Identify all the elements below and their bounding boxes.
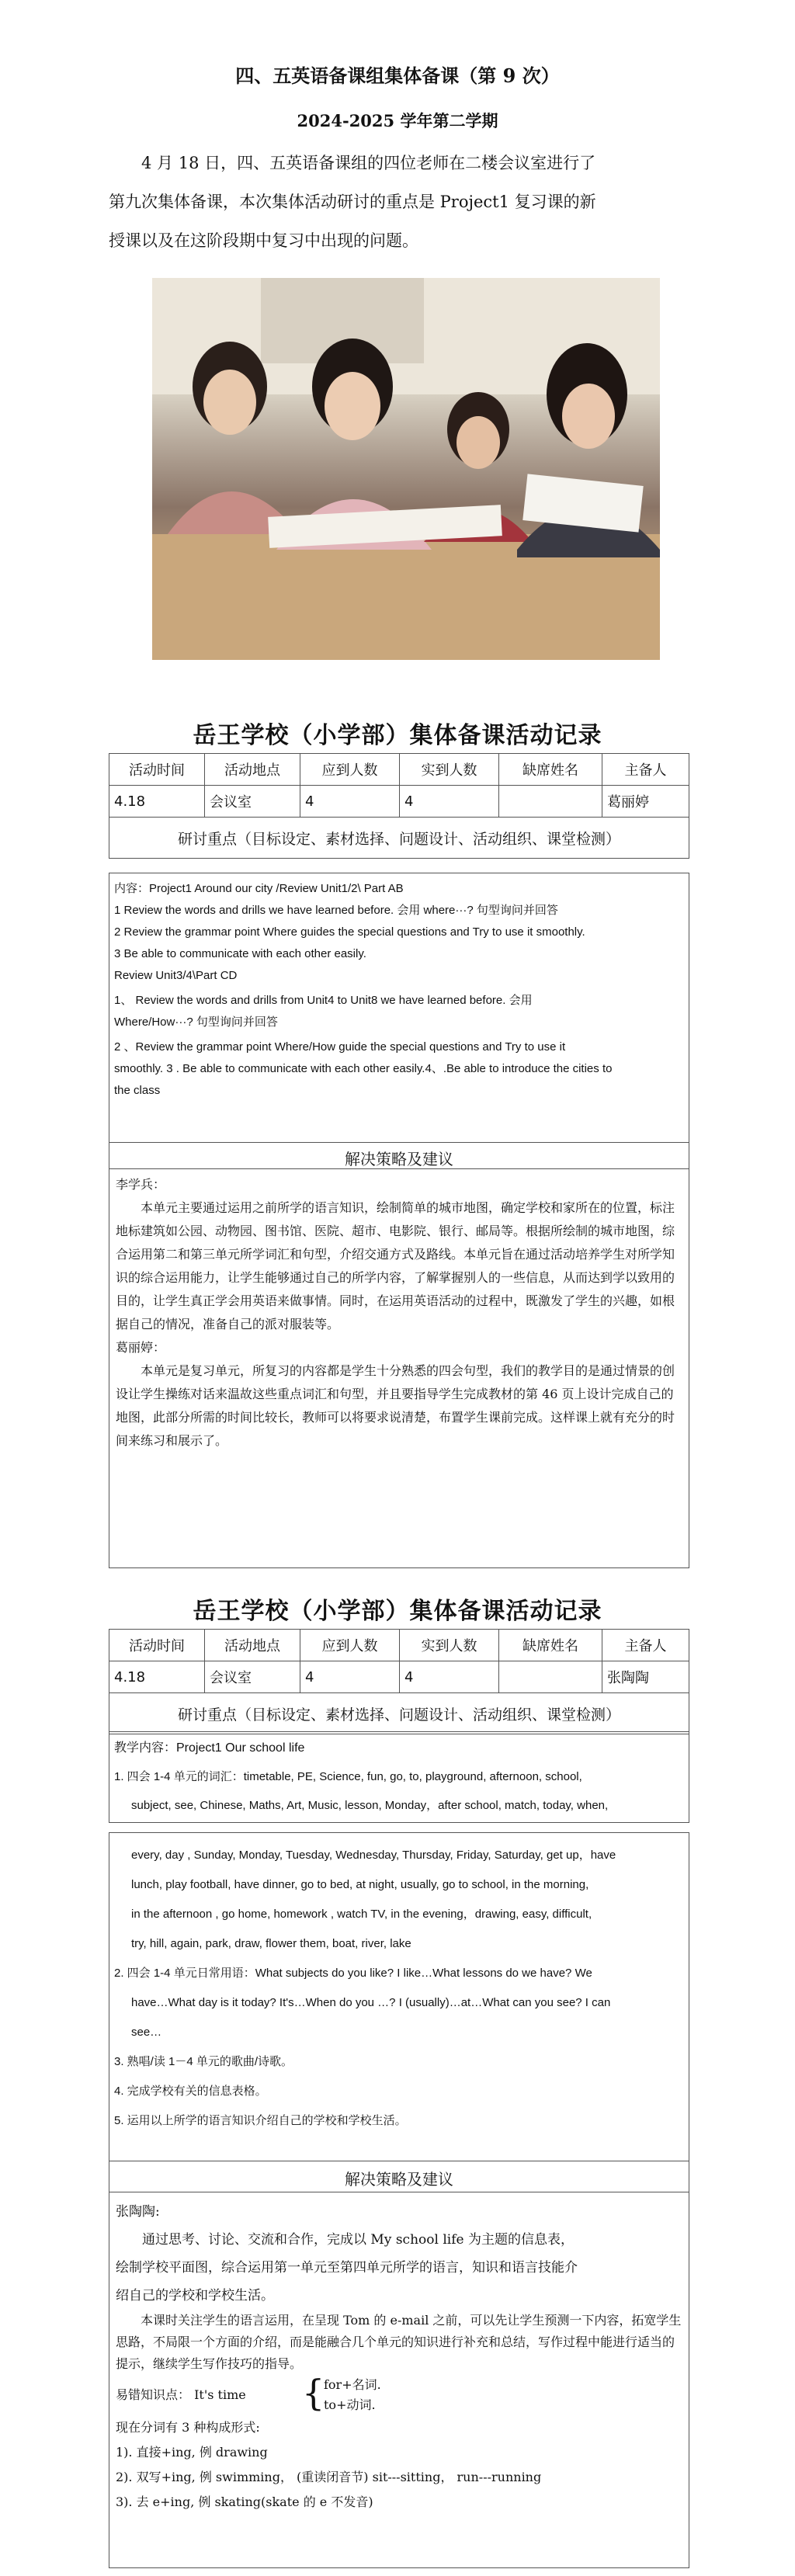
cell-absent xyxy=(499,786,602,818)
ing-title: 现在分词有 3 种构成形式: xyxy=(116,2420,260,2435)
content-line: 3 Be able to communicate with each other easily. xyxy=(114,947,366,960)
record-1-title: 岳王学校（小学部）集体备课活动记录 xyxy=(193,722,602,749)
header-actual: 实到人数 xyxy=(400,1630,499,1661)
record-2-suggestions xyxy=(116,2198,682,2515)
vocab-line: lunch, play football, have dinner, go to bed, at night, usually, go to school, in the morning, xyxy=(131,1878,589,1891)
ing-rule: 3). 去 e+ing, 例 skating(skate 的 e 不发音) xyxy=(116,2494,373,2509)
item-3: 3. 熟唱/读 1－4 单元的歌曲/诗歌。 xyxy=(114,2055,293,2068)
intro-line-3: 授课以及在这阶段期中复习中出现的问题。 xyxy=(109,231,418,250)
mistake-label: 易错知识点： It's time xyxy=(116,2387,246,2402)
intro-line-2: 第九次集体备课，本次集体活动研讨的重点是 Project1 复习课的新 xyxy=(109,193,596,211)
phrase-line: 2. 四会 1-4 单元日常用语：What subjects do you like? I like…What lessons do we have? We xyxy=(114,1967,592,1980)
focus-row: 研讨重点（目标设定、素材选择、问题设计、活动组织、课堂检测） xyxy=(109,1693,689,1734)
header-place: 活动地点 xyxy=(205,754,300,786)
content-line: the class xyxy=(114,1084,161,1097)
header-time: 活动时间 xyxy=(109,754,205,786)
item-5: 5. 运用以上所学的语言知识介绍自己的学校和学校生活。 xyxy=(114,2114,407,2127)
record-1-body xyxy=(109,873,689,1568)
content-line: Review Unit3/4\Part CD xyxy=(114,969,238,982)
mistake-option: to+动词. xyxy=(324,2397,376,2412)
cell-actual: 4 xyxy=(400,786,499,818)
solution-label: 解决策略及建议 xyxy=(345,2170,453,2189)
cell-lead: 葛丽婷 xyxy=(602,786,689,818)
header-expected: 应到人数 xyxy=(300,754,400,786)
teacher-name: 李学兵： xyxy=(116,1177,166,1192)
cell-actual: 4 xyxy=(400,1661,499,1693)
header-absent: 缺席姓名 xyxy=(499,1630,602,1661)
cell-place: 会议室 xyxy=(205,1661,300,1693)
teacher-name: 张陶陶: xyxy=(116,2204,160,2220)
vocab-line: try, hill, again, park, draw, flower them, boat, river, lake xyxy=(131,1937,411,1950)
teacher-comment: 本单元是复习单元，所复习的内容都是学生十分熟悉的四会句型，我们的教学目的是通过情景的创设让学生操练对话来温故这些重点词汇和句型，并且要指导学生完成教材的第 46 页上设计完成自己的地图，此部分所需的时间比较长，教师可以将要求说清楚，布置学生课前完成。这样课上就有充分的时间来练习和展示了。 xyxy=(116,1363,675,1448)
record-2-table xyxy=(109,1629,689,1734)
brace-icon: { xyxy=(302,2372,325,2414)
vocab-line: in the afternoon , go home, homework , watch TV, in the evening，drawing, easy, difficult, xyxy=(131,1908,592,1921)
content-line: 2 、Review the grammar point Where/How guide the special questions and Try to use it xyxy=(114,1040,566,1054)
vocab-line: 1. 四会 1-4 单元的词汇：timetable, PE, Science, fun, go, to, playground, afternoon, school, xyxy=(114,1770,582,1783)
header-lead: 主备人 xyxy=(602,1630,689,1661)
record-2-title: 岳王学校（小学部）集体备课活动记录 xyxy=(193,1598,602,1625)
header-absent: 缺席姓名 xyxy=(499,754,602,786)
vocab-line: subject, see, Chinese, Maths, Art, Music, lesson, Monday，after school, match, today, when, xyxy=(131,1799,609,1812)
content-line: 1、 Review the words and drills from Unit4 to Unit8 we have learned before. 会用 xyxy=(114,994,533,1007)
focus-row: 研讨重点（目标设定、素材选择、问题设计、活动组织、课堂检测） xyxy=(109,818,689,859)
header-lead: 主备人 xyxy=(602,754,689,786)
teacher-comment: 本单元主要通过运用之前所学的语言知识，绘制简单的城市地图，确定学校和家所在的位置，标注地标建筑如公园、动物园、图书馆、医院、超市、电影院、银行、邮局等。根据所绘制的城市地图，综合运用第二和第三单元所学词汇和句型，介绍交通方式及路线。本单元旨在通过活动培养学生对所学知识的综合运用能力，让学生能够通过自己的所学内容，了解掌握别人的一些信息，从而达到学以致用的目的，让学生真正学会用英语来做事情。同时，在运用英语活动的过程中，既激发了学生的兴趣，如根据自己的情况，准备自己的派对服装等。 xyxy=(116,1200,675,1331)
mistake-option: for+名词. xyxy=(324,2377,381,2392)
phrase-line: see… xyxy=(131,2026,162,2039)
meeting-photo xyxy=(152,278,660,660)
mistake-point xyxy=(116,2372,682,2415)
cell-expected: 4 xyxy=(300,1661,400,1693)
suggestion-line: 通过思考、讨论、交流和合作，完成以 My school life 为主题的信息表， xyxy=(142,2232,574,2248)
suggestion-line: 绍自己的学校和学校生活。 xyxy=(116,2288,274,2303)
content-line: 1 Review the words and drills we have learned before. 会用 where···? 句型询问并回答 xyxy=(114,904,558,917)
header-expected: 应到人数 xyxy=(300,1630,400,1661)
cell-time: 4.18 xyxy=(109,786,205,818)
cell-place: 会议室 xyxy=(205,786,300,818)
record-2-content-bottom xyxy=(109,1832,689,2568)
header-actual: 实到人数 xyxy=(400,754,499,786)
record-2-content-top xyxy=(109,1731,689,1823)
phrase-line: have…What day is it today? It's…When do you …? I (usually)…at…What can you see? I can xyxy=(131,1996,611,2009)
cell-absent xyxy=(499,1661,602,1693)
suggestion-line: 绘制学校平面图，综合运用第一单元至第四单元所学的语言，知识和语言技能介 xyxy=(116,2260,578,2276)
header-time: 活动时间 xyxy=(109,1630,205,1661)
suggestion-paragraph: 本课时关注学生的语言运用，在呈现 Tom 的 e-mail 之前，可以先让学生预测一下内容，拓宽学生思路，不局限一个方面的介绍，而是能融合几个单元的知识进行补充和总结，写作过程中能进行适当的提示，继续学生写作技巧的指导。 xyxy=(116,2313,682,2371)
solution-label: 解决策略及建议 xyxy=(345,1150,453,1168)
record-1-content xyxy=(114,878,686,1102)
cell-expected: 4 xyxy=(300,786,400,818)
item-4: 4. 完成学校有关的信息表格。 xyxy=(114,2085,267,2098)
ing-rule: 2). 双写+ing, 例 swimming， (重读闭音节) sit---sitting， run---running xyxy=(116,2470,542,2484)
teacher-name: 葛丽婷： xyxy=(116,1340,166,1355)
page-title: 四、五英语备课组集体备课（第 9 次） xyxy=(235,64,560,87)
content-line: smoothly. 3 . Be able to communicate with each other easily.4、.Be able to introduce the cities to xyxy=(114,1062,613,1075)
vocab-line: every, day , Sunday, Monday, Tuesday, Wednesday, Thursday, Friday, Saturday, get up，have xyxy=(131,1849,616,1862)
content-line: Where/How···? 句型询问并回答 xyxy=(114,1015,278,1029)
content-title: 教学内容：Project1 Our school life xyxy=(114,1741,305,1755)
cell-time: 4.18 xyxy=(109,1661,205,1693)
content-line: 2 Review the grammar point Where guides the special questions and Try to use it smoothly. xyxy=(114,925,585,939)
intro-line-1: 4 月 18 日，四、五英语备课组的四位老师在二楼会议室进行了 xyxy=(141,154,596,172)
page-subtitle: 2024-2025 学年第二学期 xyxy=(297,111,498,130)
cell-lead: 张陶陶 xyxy=(602,1661,689,1693)
content-line: 内容：Project1 Around our city /Review Unit1/2\ Part AB xyxy=(114,882,404,895)
header-place: 活动地点 xyxy=(205,1630,300,1661)
record-1-suggestions xyxy=(116,1173,682,1453)
record-1-table xyxy=(109,753,689,859)
ing-rule: 1). 直接+ing, 例 drawing xyxy=(116,2445,268,2460)
